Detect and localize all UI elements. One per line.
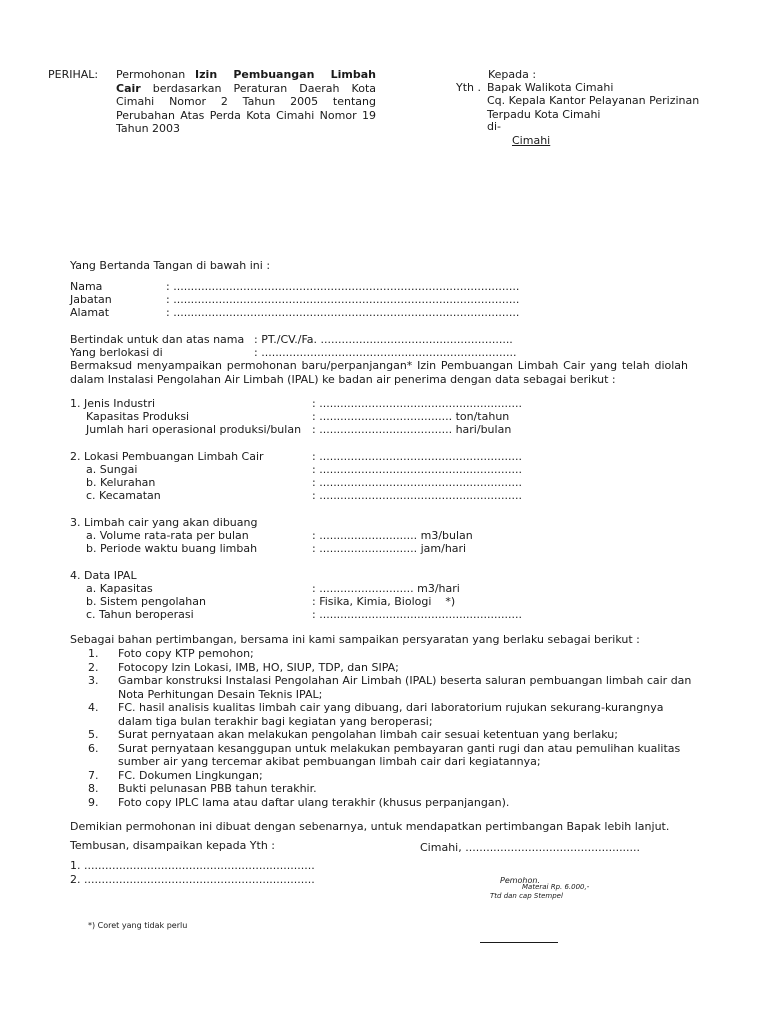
acting-label: Bertindak untuk dan atas nama bbox=[70, 333, 245, 346]
kepada-label: Kepada : bbox=[488, 68, 537, 81]
cc-line-1: 1. .................................................................. bbox=[70, 859, 315, 872]
stamp-duty-note: Materai Rp. 6.000,- bbox=[522, 883, 590, 891]
list-item-text: FC. hasil analisis kualitas limbah cair yang dibuang, dari laboratorium rujukan sekurang-kurangnya dalam tiga bulan terakhir bagi kegiatan yang beroperasi; bbox=[118, 701, 664, 728]
identity-value-alamat: : ................................................................................................... bbox=[166, 306, 520, 319]
section-2-item-2-value: : .......................................................... bbox=[312, 476, 523, 489]
list-item-number: 3. bbox=[88, 674, 99, 687]
recipient-city: Cimahi bbox=[512, 134, 551, 147]
list-item-number: 6. bbox=[88, 741, 99, 755]
identity-value-jabatan: : ................................................................................................... bbox=[166, 293, 520, 306]
section-1-item-2-label: Jumlah hari operasional produksi/bulan bbox=[86, 423, 302, 436]
section-3-item-1-value: : ............................ m3/bulan bbox=[312, 529, 473, 542]
purpose-text: Bermaksud menyampaikan permohonan baru/perpanjangan* Izin Pembuangan Limbah Cair yang telah diolah dalam Instalasi Pengolahan Air Limbah (IPAL) ke badan air penerima dengan data sebagai berikut : bbox=[70, 359, 688, 386]
acting-value: : PT./CV./Fa. ....................................................... bbox=[254, 333, 513, 346]
list-item-text: Surat pernyataan kesanggupan untuk melakukan pembayaran ganti rugi dan atau pemulihan kualitas sumber air yang tercemar akibat pembuangan limbah cair dari kegiatannya; bbox=[118, 741, 681, 768]
list-item-text: Foto copy IPLC lama atau daftar ulang terakhir (khusus perpanjangan). bbox=[118, 795, 510, 809]
perihal-label: PERIHAL: bbox=[48, 68, 99, 81]
subject-post: berdasarkan Peraturan Daerah Kota Cimahi Nomor 2 Tahun 2005 tentang Perubahan Atas Perda Kota Cimahi Nomor 19 Tahun 2003 bbox=[116, 81, 376, 135]
di-label: di- bbox=[487, 120, 502, 133]
list-item bbox=[70, 728, 700, 742]
list-item-number: 2. bbox=[88, 660, 99, 674]
identity-label-alamat: Alamat bbox=[70, 306, 110, 319]
section-1-title-value: : .......................................................... bbox=[312, 397, 523, 410]
list-item bbox=[70, 796, 700, 810]
subject-pre: Permohonan bbox=[116, 68, 186, 81]
section-4-title: 4. Data IPAL bbox=[70, 569, 137, 582]
closing-text: Demikian permohonan ini dibuat dengan sebenarnya, untuk mendapatkan pertimbangan Bapak lebih lanjut. bbox=[70, 820, 670, 833]
list-item bbox=[70, 769, 700, 783]
recipient-2: Cq. Kepala Kantor Pelayanan Perizinan Terpadu Kota Cimahi bbox=[487, 94, 700, 121]
recipient-1: Bapak Walikota Cimahi bbox=[487, 81, 614, 94]
list-item-text: Foto copy KTP pemohon; bbox=[118, 647, 254, 660]
list-item bbox=[70, 674, 700, 701]
list-item-number: 8. bbox=[88, 782, 99, 795]
section-2-item-3-label: c. Kecamatan bbox=[86, 489, 161, 502]
requirements-list bbox=[70, 647, 700, 809]
section-4-item-3-value: : .......................................................... bbox=[312, 608, 523, 621]
section-4-item-3-label: c. Tahun beroperasi bbox=[86, 608, 194, 621]
section-1-item-1-value: : ...................................... ton/tahun bbox=[312, 410, 510, 423]
located-value: : ......................................................................... bbox=[254, 346, 517, 359]
list-item-number: 1. bbox=[88, 647, 99, 660]
section-2-item-3-value: : .......................................................... bbox=[312, 489, 523, 502]
signature-line bbox=[480, 942, 558, 943]
list-item bbox=[70, 661, 700, 675]
section-1-item-1-label: Kapasitas Produksi bbox=[86, 410, 190, 423]
section-3-title: 3. Limbah cair yang akan dibuang bbox=[70, 516, 258, 529]
subject-block bbox=[116, 68, 376, 136]
section-4-item-1-label: a. Kapasitas bbox=[86, 582, 153, 595]
cc-title: Tembusan, disampaikan kepada Yth : bbox=[70, 839, 276, 852]
identity-label-nama: Nama bbox=[70, 280, 103, 293]
list-item-text: Surat pernyataan akan melakukan pengolahan limbah cair sesuai ketentuan yang berlaku; bbox=[118, 728, 618, 741]
list-item-text: FC. Dokumen Lingkungan; bbox=[118, 768, 263, 782]
requirements-intro: Sebagai bahan pertimbangan, bersama ini kami sampaikan persyaratan yang berlaku sebagai berikut : bbox=[70, 633, 640, 646]
section-2-item-2-label: b. Kelurahan bbox=[86, 476, 156, 489]
sign-note: Ttd dan cap Stempel bbox=[490, 892, 563, 900]
list-item-text: Bukti pelunasan PBB tahun terakhir. bbox=[118, 782, 317, 795]
section-3-item-1-label: a. Volume rata-rata per bulan bbox=[86, 529, 249, 542]
cc-line-2: 2. .................................................................. bbox=[70, 873, 315, 886]
section-2-title: 2. Lokasi Pembuangan Limbah Cair bbox=[70, 450, 264, 463]
section-2-item-1-value: : .......................................................... bbox=[312, 463, 523, 476]
list-item-number: 7. bbox=[88, 768, 99, 782]
section-1-item-2-value: : ...................................... hari/bulan bbox=[312, 423, 512, 436]
list-item bbox=[70, 701, 700, 728]
section-2-item-1-label: a. Sungai bbox=[86, 463, 138, 476]
identity-value-nama: : ................................................................................................... bbox=[166, 280, 520, 293]
located-label: Yang berlokasi di bbox=[70, 346, 163, 359]
section-4-item-1-value: : ........................... m3/hari bbox=[312, 582, 460, 595]
section-4-item-2-label: b. Sistem pengolahan bbox=[86, 595, 206, 608]
section-3-item-2-value: : ............................ jam/hari bbox=[312, 542, 467, 555]
list-item-number: 5. bbox=[88, 728, 99, 741]
list-item-number: 4. bbox=[88, 701, 99, 714]
section-3-item-2-label: b. Periode waktu buang limbah bbox=[86, 542, 258, 555]
subject-bold: Izin Pembuangan Limbah Cair bbox=[116, 68, 376, 95]
list-item-number: 9. bbox=[88, 795, 99, 809]
list-item bbox=[70, 782, 700, 796]
section-2-title-value: : .......................................................... bbox=[312, 450, 523, 463]
section-1-title: 1. Jenis Industri bbox=[70, 397, 156, 410]
yth-label: Yth . bbox=[456, 81, 481, 94]
list-item bbox=[70, 742, 700, 769]
list-item-text: Fotocopy Izin Lokasi, IMB, HO, SIUP, TDP, dan SIPA; bbox=[118, 660, 399, 674]
intro-text: Yang Bertanda Tangan di bawah ini : bbox=[70, 259, 271, 272]
footnote: *) Coret yang tidak perlu bbox=[88, 921, 188, 930]
identity-label-jabatan: Jabatan bbox=[70, 293, 112, 306]
section-4-item-2-value: : Fisika, Kimia, Biologi *) bbox=[312, 595, 456, 608]
list-item-text: Gambar konstruksi Instalasi Pengolahan Air Limbah (IPAL) beserta saluran pembuangan limbah cair dan Nota Perhitungan Desain Teknis IPAL; bbox=[118, 674, 692, 701]
place-date: Cimahi, .................................................. bbox=[420, 841, 641, 854]
list-item bbox=[70, 647, 700, 661]
applicant-label: Pemohon. bbox=[500, 876, 541, 885]
